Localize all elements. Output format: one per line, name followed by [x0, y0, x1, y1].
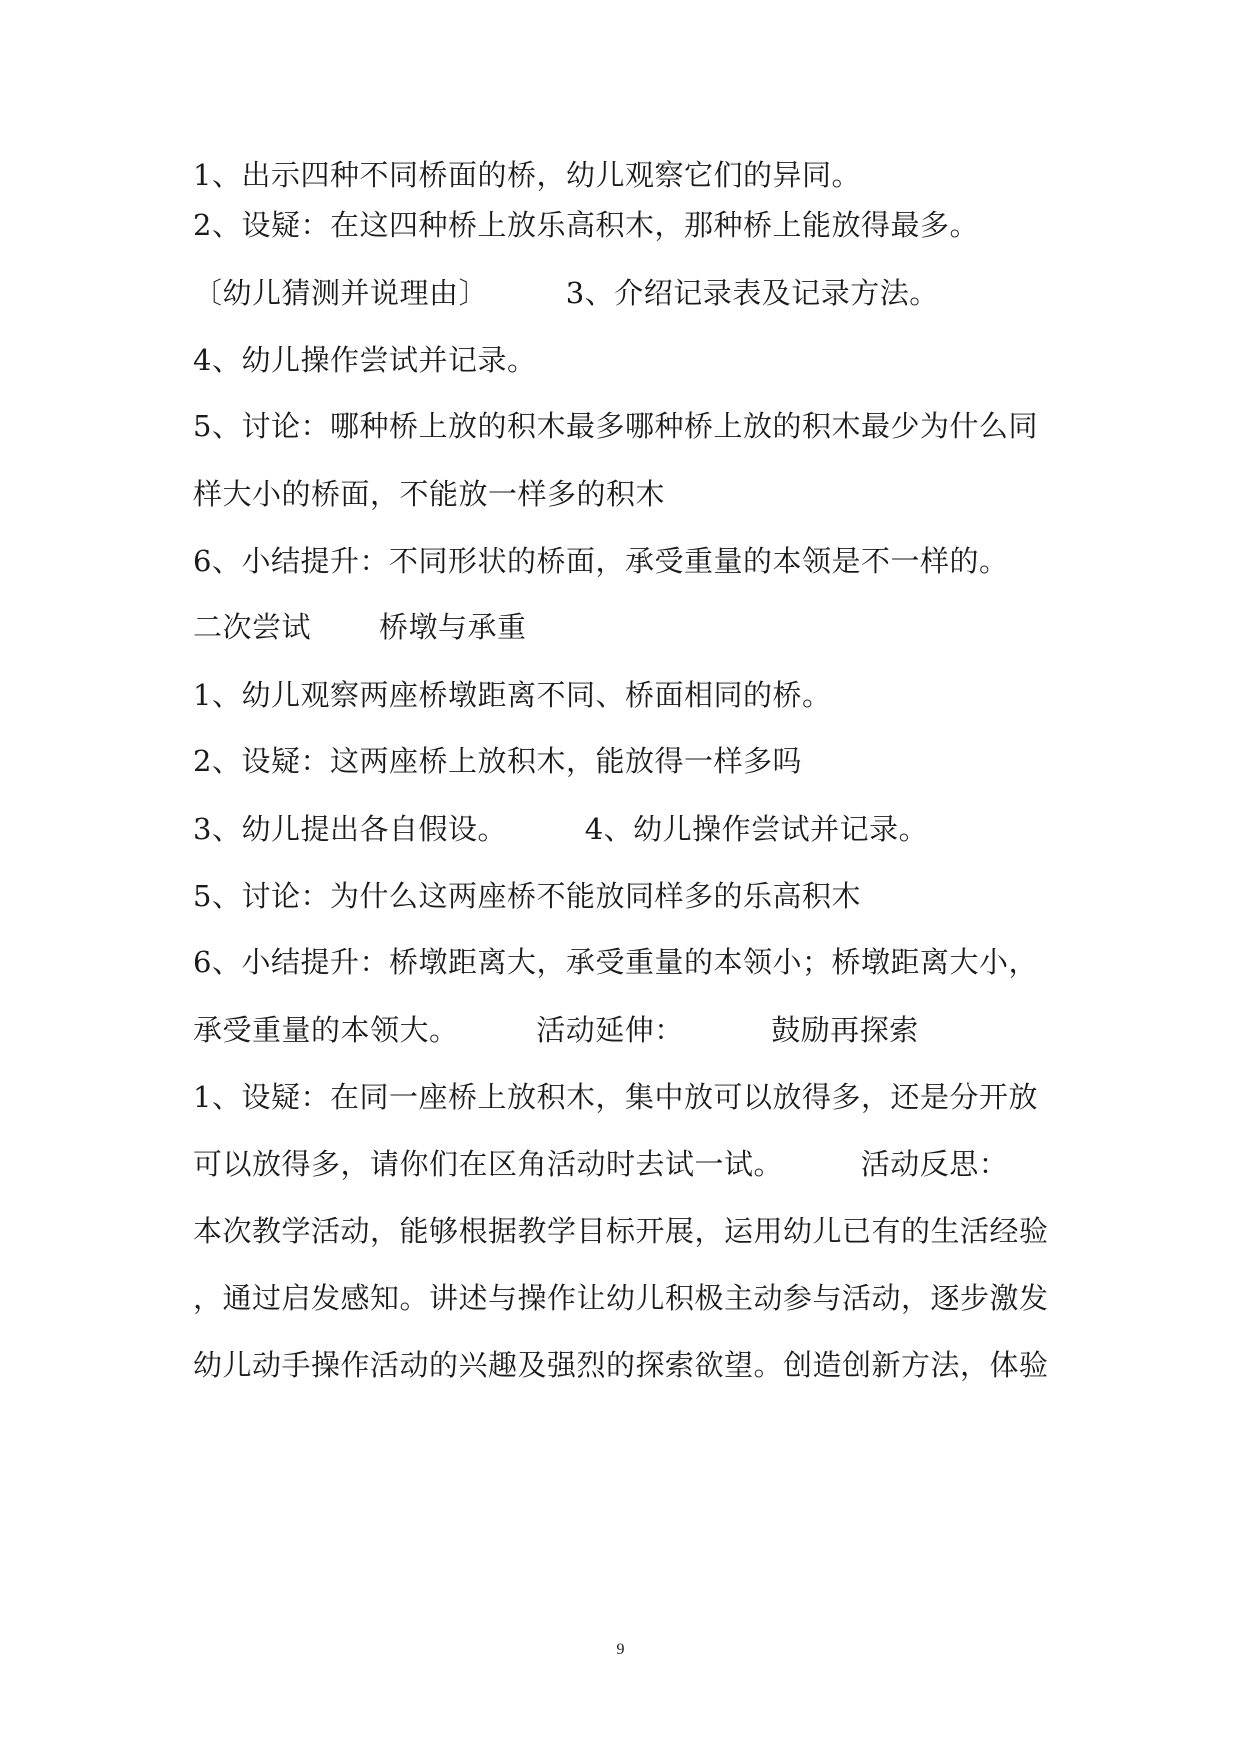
text-line: 样大小的桥面，不能放一样多的积木: [193, 477, 666, 511]
text-line: 6、小结提升：不同形状的桥面，承受重量的本领是不一样的。: [193, 544, 1009, 578]
text-line: 2、设疑：这两座桥上放积木，能放得一样多吗: [193, 744, 802, 778]
text-line: 幼儿动手操作活动的兴趣及强烈的探索欲望。创造创新方法，体验: [193, 1348, 1049, 1382]
text-line: 1、设疑：在同一座桥上放积木，集中放可以放得多，还是分开放: [193, 1080, 1038, 1114]
text-line: 3、幼儿提出各自假设。 4、幼儿操作尝试并记录。: [193, 812, 929, 846]
text-line: 承受重量的本领大。 活动延伸： 鼓励再探索: [193, 1013, 919, 1047]
text-line: 可以放得多，请你们在区角活动时去试一试。 活动反思：: [193, 1147, 1009, 1181]
text-line: 6、小结提升：桥墩距离大，承受重量的本领小；桥墩距离大小，: [193, 945, 1038, 979]
text-line: 1、出示四种不同桥面的桥，幼儿观察它们的异同。: [193, 158, 861, 192]
page-number: 9: [616, 1641, 625, 1658]
text-line: 1、幼儿观察两座桥墩距离不同、桥面相同的桥。: [193, 678, 832, 712]
section-heading: 二次尝试 桥墩与承重: [193, 610, 527, 644]
text-line: 5、讨论：哪种桥上放的积木最多哪种桥上放的积木最少为什么同: [193, 409, 1038, 443]
text-line: 4、幼儿操作尝试并记录。: [193, 343, 537, 377]
text-line: ，通过启发感知。讲述与操作让幼儿积极主动参与活动，逐步激发: [193, 1281, 1049, 1315]
text-line: 2、设疑：在这四种桥上放乐高积木，那种桥上能放得最多。: [193, 208, 979, 242]
text-line: 本次教学活动，能够根据教学目标开展，运用幼儿已有的生活经验: [193, 1214, 1049, 1248]
text-line: 5、讨论：为什么这两座桥不能放同样多的乐高积木: [193, 879, 861, 913]
text-line: 〔幼儿猜测并说理由〕 3、介绍记录表及记录方法。: [193, 276, 939, 310]
